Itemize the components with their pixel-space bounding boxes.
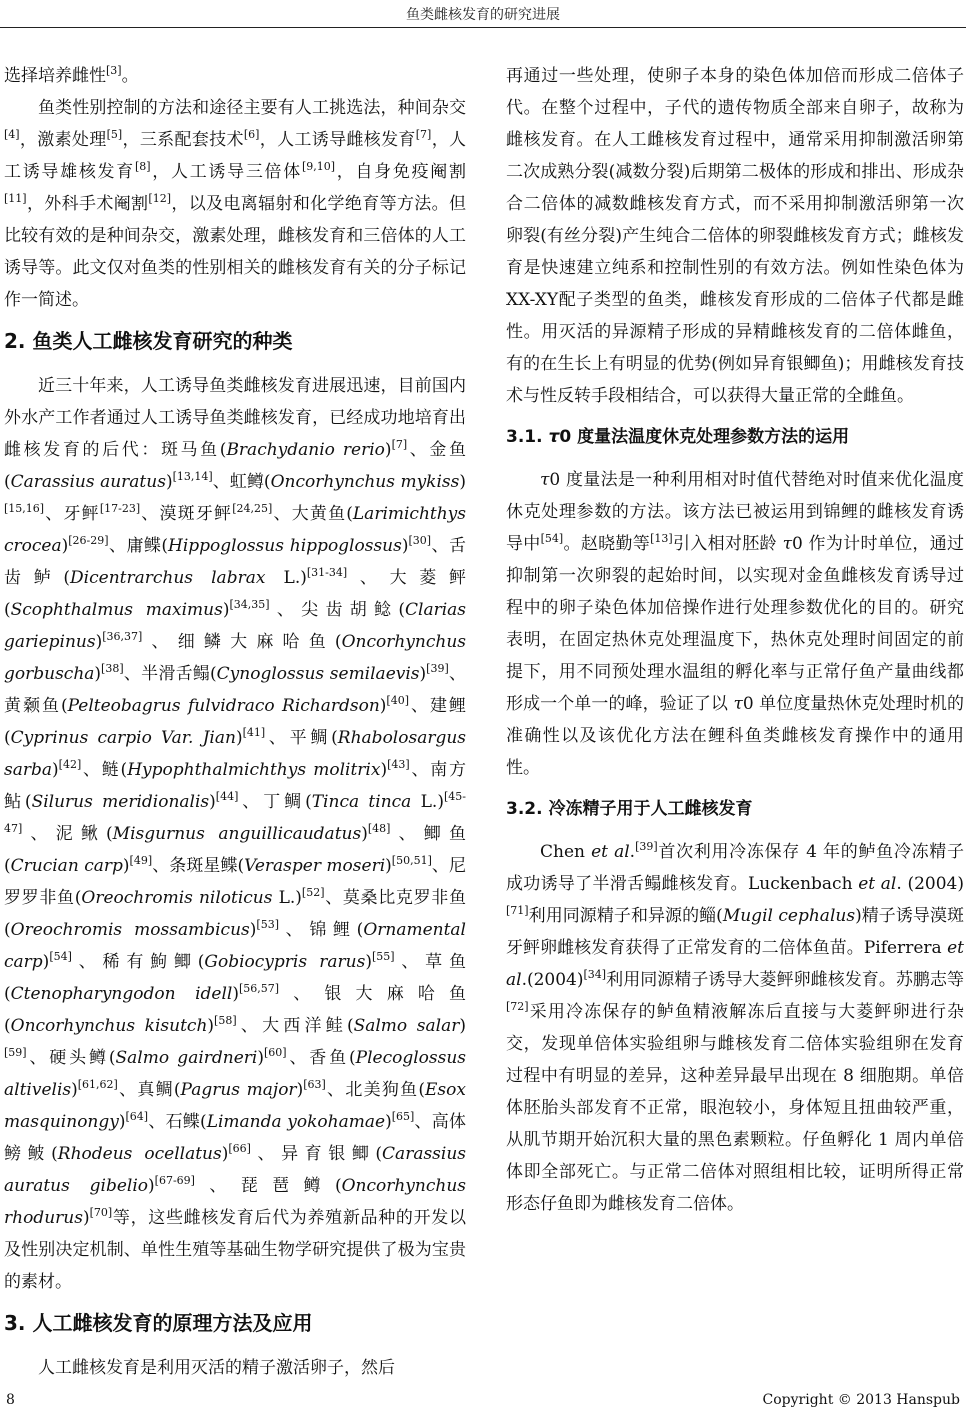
- paragraph: 选择培养雌性[3]。: [4, 64, 139, 86]
- paragraph: 再通过一些处理，使卵子本身的染色体加倍而形成二倍体子代。在整个过程中，子代的遗传物质全部来自卵子，故称为雌核发育。在人工雌核发育过程中，通常采用抑制激活卵第二次成熟分裂(减数分裂)后期第二极体的形成和排出、形成杂合二倍体的减数雌核发育方式，而不采用抑制激活卵第一次卵裂(有丝分裂)产生纯合二倍体的卵裂雌核发育方式；雌核发育是快速建立纯系和控制性别的有效方法。例如性染色体为XX-XY配子类型的鱼类，雌核发育形成的二倍体子代都是雌性。用灭活的异源精子形成的异精雌核发育的二倍体雌鱼，有的在生长上有明显的优势(例如异育银鲫鱼)；用雌核发育技术与性反转手段相结合，可以获得大量正常的全雌鱼。: [506, 66, 964, 406]
- subsection-heading: 3.2. 冷冻精子用于人工雌核发育: [506, 799, 753, 819]
- right-column: [506, 60, 964, 1220]
- header-rule: [0, 27, 966, 28]
- copyright-notice: Copyright © 2013 Hanspub: [762, 1392, 960, 1408]
- paragraph: 鱼类性别控制的方法和途径主要有人工挑选法，种间杂交[4]，激素处理[5]，三系配套技术[6]，人工诱导雌核发育[7]，人工诱导雄核发育[8]，人工诱导三倍体[9,10]，自身免疫阉割[11]，外科手术阉割[12]，以及电离辐射和化学绝育等方法。但比较有效的是种间杂交，激素处理，雌核发育和三倍体的人工诱导等。此文仅对鱼类的性别相关的雌核发育有关的分子标记作一简述。: [4, 98, 467, 310]
- section-heading: 3. 人工雌核发育的原理方法及应用: [4, 1311, 313, 1335]
- paragraph: Chen et al.[39]首次利用冷冻保存 4 年的鲈鱼冷冻精子成功诱导了半滑舌鳎雌核发育。Luckenbach et al. (2004)[71]利用同源精子和异源的鲻(Mugil cephalus)精子诱导漠斑牙鲆卵雌核发育获得了正常发育的二倍体鱼苗。Piferrera et al.(2004)[34]利用同源精子诱导大菱鲆卵雌核发育。苏鹏志等[72]采用冷冻保存的鲈鱼精液解冻后直接与大菱鲆卵进行杂交，发现单倍体实验组卵与雌核发育二倍体实验组卵在发育过程中有明显的差异，这种差异最早出现在 8 细胞期。单倍体胚胎头部发育不正常，眼泡较小，身体短且扭曲较严重，从肌节期开始沉积大量的黑色素颗粒。仔鱼孵化 1 周内单倍体即全部死亡。与正常二倍体对照组相比较，证明所得正常形态仔鱼即为雌核发育二倍体。: [506, 840, 964, 1214]
- subsection-heading: 3.1. τ0 度量法温度休克处理参数方法的运用: [506, 427, 850, 447]
- page-number: 8: [6, 1392, 15, 1408]
- left-column: [4, 60, 466, 1384]
- section-heading: 2. 鱼类人工雌核发育研究的种类: [4, 329, 293, 353]
- paragraph: τ0 度量法是一种利用相对时值代替绝对时值来优化温度休克处理参数的方法。该方法已被运用到锦鲤的雌核发育诱导中[54]。赵晓勤等[13]引入相对胚龄 τ0 作为计时单位，通过抑制第一次卵裂的起始时间，以实现对金鱼雌核发育诱导过程中的卵子染色体加倍操作进行处理参数优化的目的。研究表明，在固定热休克处理温度下，热休克处理时间固定的前提下，用不同预处理水温组的孵化率与正常仔鱼产量曲线都形成一个单一的峰，验证了以 τ0 单位度量热休克处理时机的准确性以及该优化方法在鲤科鱼类雌核发育操作中的通用性。: [506, 470, 964, 778]
- page-footer: [0, 1392, 966, 1412]
- running-header: 鱼类雌核发育的研究进展: [406, 7, 560, 23]
- paragraph: 近三十年来，人工诱导鱼类雌核发育进展迅速，目前国内外水产工作者通过人工诱导鱼类雌核发育，已经成功地培育出雌核发育的后代：斑马鱼(Brachydanio rerio)[7]、金鱼(Carassius auratus)[13,14]、虹鳟(Oncorhynchus mykiss)[15,16]、牙鲆[17-23]、漠斑牙鲆[24,25]、大黄鱼(Larimichthys crocea)[26-29]、庸鲽(Hippoglossus hippoglossus)[30]、舌齿鲈(Dicentrarchus labrax L.)[31-34]、大菱鲆(Scophthalmus maximus)[34,35]、尖齿胡鲶(Clarias gariepinus)[36,37]、细鳞大麻哈鱼(Oncorhynchus gorbuscha)[38]、半滑舌鳎(Cynoglossus semilaevis)[39]、黄颡鱼(Pelteobagrus fulvidraco Richardson)[40]、建鲤(Cyprinus carpio Var. Jian)[41]、平鲷(Rhabolosargus sarba)[42]、鲢(Hypophthalmichthys molitrix)[43]、南方鲇(Silurus meridionalis)[44]、丁鲷(Tinca tinca L.)[45-47]、泥鳅(Misgurnus anguillicaudatus)[48]、鲫鱼(Crucian carp)[49]、条斑星鲽(Verasper moseri)[50,51]、尼罗罗非鱼(Oreochromis niloticus L.)[52]、莫桑比克罗非鱼(Oreochromis mossambicus)[53]、锦鲤(Ornamental carp)[54]、稀有鮈鲫(Gobiocypris rarus)[55]、草鱼(Ctenopharyngodon idell)[56,57]、银大麻哈鱼(Oncorhynchus kisutch)[58]、大西洋鲑(Salmo salar)[59]、硬头鳟(Salmo gairdneri)[60]、香鱼(Plecoglossus altivelis)[61,62]、真鲷(Pagrus major)[63]、北美狗鱼(Esox masquinongy)[64]、石鲽(Limanda yokohamae)[65]、高体鳑鲏(Rhodeus ocellatus)[66]、异育银鲫(Carassius auratus gibelio)[67-69]、琵琶鳟(Oncorhynchus rhodurus)[70]等，这些雌核发育后代为养殖新品种的开发以及性别决定机制、单性生殖等基础生物学研究提供了极为宝贵的素材。: [4, 376, 467, 1292]
- paragraph: 人工雌核发育是利用灭活的精子激活卵子，然后: [38, 1358, 395, 1378]
